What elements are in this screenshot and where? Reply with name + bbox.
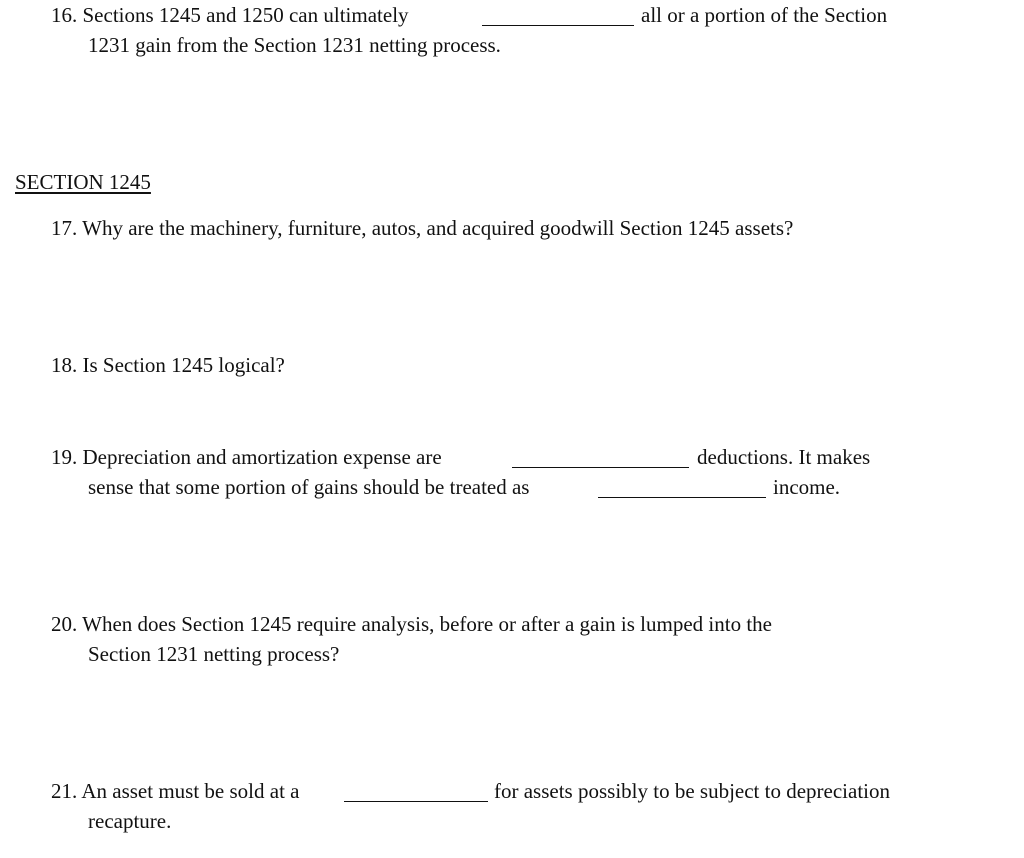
q19-line2-text: sense that some portion of gains should be treated as (88, 475, 530, 499)
q21-line1-text: 21. An asset must be sold at a (51, 779, 300, 803)
q17-text: 17. Why are the machinery, furniture, autos, and acquired goodwill Section 1245 assets? (51, 216, 794, 240)
q19-line2-continuation: income. (773, 475, 841, 499)
q20-line2-text: Section 1231 netting process? (88, 642, 340, 666)
q21-line1-continuation: for assets possibly to be subject to depreciation (494, 779, 890, 803)
q18-text: 18. Is Section 1245 logical? (51, 353, 285, 377)
q19-line1-text: 19. Depreciation and amortization expense are (51, 445, 442, 469)
q16-line1-continuation: all or a portion of the Section (641, 3, 888, 27)
section-1245-heading: SECTION 1245 (15, 170, 151, 194)
q19-line1-continuation: deductions. It makes (697, 445, 871, 469)
q21-answer-blank[interactable] (344, 801, 488, 802)
q16-line1-text: 16. Sections 1245 and 1250 can ultimately (51, 3, 409, 27)
q21-line2-text: recapture. (88, 809, 172, 833)
q19-answer-blank-2[interactable] (598, 497, 766, 498)
q16-answer-blank[interactable] (482, 25, 634, 26)
q20-line1-text: 20. When does Section 1245 require analysis, before or after a gain is lumped into the (51, 612, 772, 636)
q19-answer-blank-1[interactable] (512, 467, 689, 468)
q16-line2-text: 1231 gain from the Section 1231 netting process. (88, 33, 501, 57)
